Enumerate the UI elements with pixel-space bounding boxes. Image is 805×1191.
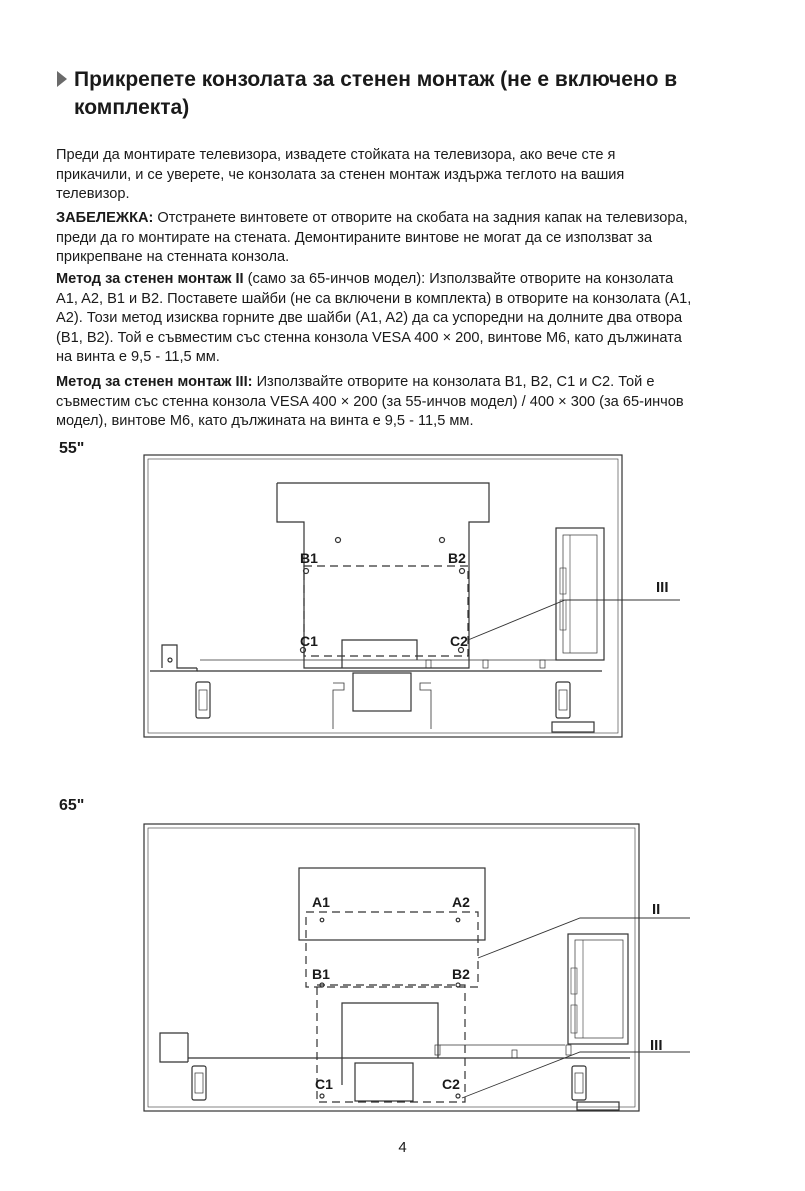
port-bracket-left-65: [192, 1066, 206, 1100]
method-label-iii-55: III: [656, 579, 669, 596]
stand-neck-55: [342, 640, 417, 668]
method-label-ii-65: II: [652, 901, 661, 918]
foot-65: [577, 1102, 619, 1110]
label-b2-55: B2: [448, 550, 466, 566]
label-b1-65: B1: [312, 966, 330, 982]
method-2-line: A1, A2, B1 и B2. Поставете шайби (не са включени в комплекта) в отворите на конзолата (A1,: [56, 290, 692, 307]
tv-back-55: [144, 455, 680, 737]
tv-outline-65: [144, 824, 639, 1111]
tv-inner-outline-65: [148, 828, 635, 1107]
page-number: 4: [398, 1139, 407, 1156]
method-3-label: Метод за стенен монтаж III:: [56, 374, 253, 390]
hole-a1-65: [320, 918, 324, 922]
method-3-line: Използвайте отворите на конзолата B1, B2, C1 и C2. Той е: [252, 374, 655, 390]
stand-box-55: [353, 673, 411, 711]
leader-line-iii-65: [462, 1052, 690, 1098]
method-2-line: A2). Този метод изисква горните две шайби (A1, A2) да са успоредни на долните два отвора: [56, 310, 683, 327]
hole-b2-55: [460, 569, 465, 574]
stand-box-65: [355, 1063, 413, 1101]
hole-c1-65: [320, 1094, 324, 1098]
label-c1-55: C1: [300, 633, 318, 649]
side-connector-55: [162, 645, 197, 668]
method-3-line: съвместим със стенна конзола VESA 400 × 200 (за 55-инчов модел) / 400 × 300 (за 65-инчов: [56, 393, 684, 410]
note-label: ЗАБЕЛЕЖКА:: [56, 210, 154, 226]
label-a2-65: A2: [452, 894, 470, 910]
note-line: прикрепване на стенната конзола.: [56, 249, 290, 266]
stand-neck-65: [342, 1003, 438, 1085]
label-c2-65: C2: [442, 1076, 460, 1092]
side-connector-65: [160, 1033, 188, 1062]
hole-a2-65: [456, 918, 460, 922]
method-2-label: Метод за стенен монтаж II: [56, 271, 244, 287]
label-c2-55: C2: [450, 633, 468, 649]
label-a1-65: A1: [312, 894, 330, 910]
size-label-65: 65": [59, 797, 85, 814]
port-bracket-right-65: [572, 1066, 586, 1100]
hole-b2-65: [456, 983, 460, 987]
intro-line: прикачили, и се уверете, че конзолата за стенен монтаж издържа теглото на вашия: [56, 166, 625, 183]
port-bracket-right-55: [556, 682, 570, 718]
tv-outline-55: [144, 455, 622, 737]
tv-back-65: [144, 824, 690, 1111]
leader-line-iii-55: [468, 600, 680, 640]
intro-line: Преди да монтирате телевизора, извадете стойката на телевизора, ако вече сте я: [56, 147, 616, 163]
tv-inner-outline-55: [148, 459, 618, 733]
heading-line-1: Прикрепете конзолата за стенен монтаж (не е включено в: [74, 68, 678, 91]
hole-c2-65: [456, 1094, 460, 1098]
method-2-line: на винта е 9,5 - 11,5 мм.: [56, 349, 220, 366]
label-b1-55: B1: [300, 550, 318, 566]
label-b2-65: B2: [452, 966, 470, 982]
note-line: Отстранете винтовете от отворите на скобата на задния капак на телевизора,: [153, 210, 688, 226]
method-3-line: модел), винтове M6, като дължината на винта е 9,5 - 11,5 мм.: [56, 413, 474, 430]
leader-line-ii-65: [478, 918, 690, 958]
mount-area-iii-55: [304, 566, 468, 656]
foot-55: [552, 722, 594, 732]
intro-line: телевизор.: [56, 186, 130, 203]
method-label-iii-65: III: [650, 1037, 663, 1054]
port-bracket-left-55: [196, 682, 210, 718]
heading-line-2: комплекта): [74, 96, 190, 119]
label-c1-65: C1: [315, 1076, 333, 1092]
size-label-55: 55": [59, 440, 85, 457]
note-line: преди да го монтирате на стената. Демонтираните винтове не могат да се използват за: [56, 229, 653, 246]
method-2-line: (само за 65-инчов модел): Използвайте отворите на конзолата: [243, 271, 674, 287]
method-2-line: (B1, B2). Той е съвместим със стенна конзола VESA 400 × 200, винтове M6, като дължината: [56, 329, 682, 346]
